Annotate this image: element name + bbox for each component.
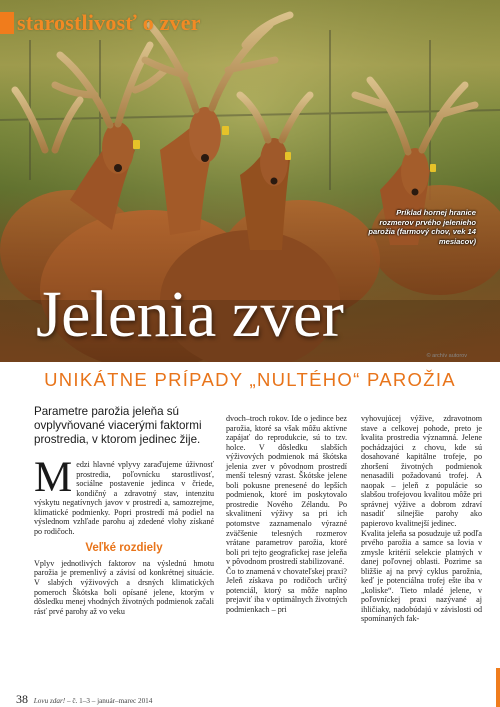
text-column-3 <box>361 414 482 624</box>
kicker-text: starostlivosť o zver <box>17 10 201 35</box>
intro-paragraph <box>34 454 214 536</box>
body-paragraph: vyhovujúcej výžive, zdravotnom stave a celkovej pohode, preto je kvalita prostredia významná. Jelene pochádzajúci z chovu, kde sú dosahované kapitálne trofeje, po zhoršení životných podmienok nenasadili požadovanú trofej. A naopak – jeleň z populácie so slabšou trofejovou kvalitou môže pri správnej výžive a dobrom zdraví nasadiť silnejšie parohy ako papierovo kvalitnejší jedinec. <box>361 414 482 529</box>
photo-credit: © archív autorov <box>426 353 467 359</box>
article-lead: Parametre parožia jeleňa sú ovplyvňované viacerými faktormi prostredia, v ktorom jedinec žije. <box>34 405 202 447</box>
page-number: 38 <box>16 692 28 706</box>
body-paragraph: Vplyv jednotlivých faktorov na výslednú hmotu parožia je premenlivý a závisí od konkrétnej situácie. V slabých výživových a drsných klimatických pomeroch Škótska boli opísané jelene, ktorým v dôsledku menej vhodných životných podmienok začali rásť prvé parohy až vo veku <box>34 558 214 616</box>
body-paragraph: Kvalita jeleňa sa posudzuje už podľa prvého parožia a samce sa lovia v zmysle kritérií selekcie platných v danej poľovnej oblasti. Pozrime sa bližšie aj na prvý cyklus parožnia, keď je potenciálna trofej ešte iba v „koliske“. Tieto mladé jelene, v poľovníckej praxi nazývané aj ihličiaky, nadobúdajú v závislosti od spomínaných fak- <box>361 528 482 624</box>
text-column-1 <box>34 454 214 616</box>
drop-cap: M <box>34 454 73 501</box>
photo-caption: Príklad hornej hranice rozmerov prvého jelenieho parožia (farmový chov, vek 14 mesiacov) <box>368 208 476 246</box>
section-kicker <box>0 10 201 36</box>
body-paragraph: dvoch–troch rokov. Ide o jedince bez parožia, ktoré sa však môžu aktívne zapájať do reprodukcie, sú to tzv. holce. V dôsledku slabších výživových podmienok má škótska jelenia zver v pôvodnom prostredí menší telesný vzrast. Škótske jelene boli pokusne prenesené do lepších podmienok, ktoré im poskytovalo prostredie Nového Zélandu. Po skvalitnení výživy sa pri ich potomstve zaznamenalo výrazné zväčšenie telesných rozmerov vrátane parametrov parožia, ktoré boli pri tejto geografickej rase jeleňa v pôvodnom prostredí stabilizované. <box>226 414 347 567</box>
text-column-2 <box>226 414 347 614</box>
page-edge-accent <box>496 668 500 707</box>
body-paragraph: Čo to znamená v chovateľskej praxi? Jeleň získava po rodičoch určitý potenciál, ktorý sa môže naplno prejaviť iba v optimálnych životných podmienkach – pri <box>226 566 347 614</box>
page-footer <box>16 692 152 707</box>
section-subheading: Veľké rozdiely <box>85 542 163 555</box>
intro-text: edzi hlavné vplyvy zaraďujeme úživnosť prostredia, poľovnícku starostlivosť, sociálne postavenie jedinca v čriede, kondičný a zdravotný stav, intenzitu výskytu negatívnych javov v prostredí a, samozrejme, klimatické podmienky. Popri prostredí má podiel na výslednom vzhľade parohu aj zdedené vlohy získané po rodičoch. <box>34 460 214 536</box>
kicker-accent-bar <box>0 12 14 34</box>
issue-info: – č. 1–3 – január–marec 2014 <box>66 697 153 705</box>
article-title: Jelenia zver <box>36 278 344 351</box>
journal-name: Lovu zdar! <box>33 697 66 705</box>
article-subtitle: UNIKÁTNE PRÍPADY „NULTÉHO“ PAROŽIA <box>44 369 456 390</box>
